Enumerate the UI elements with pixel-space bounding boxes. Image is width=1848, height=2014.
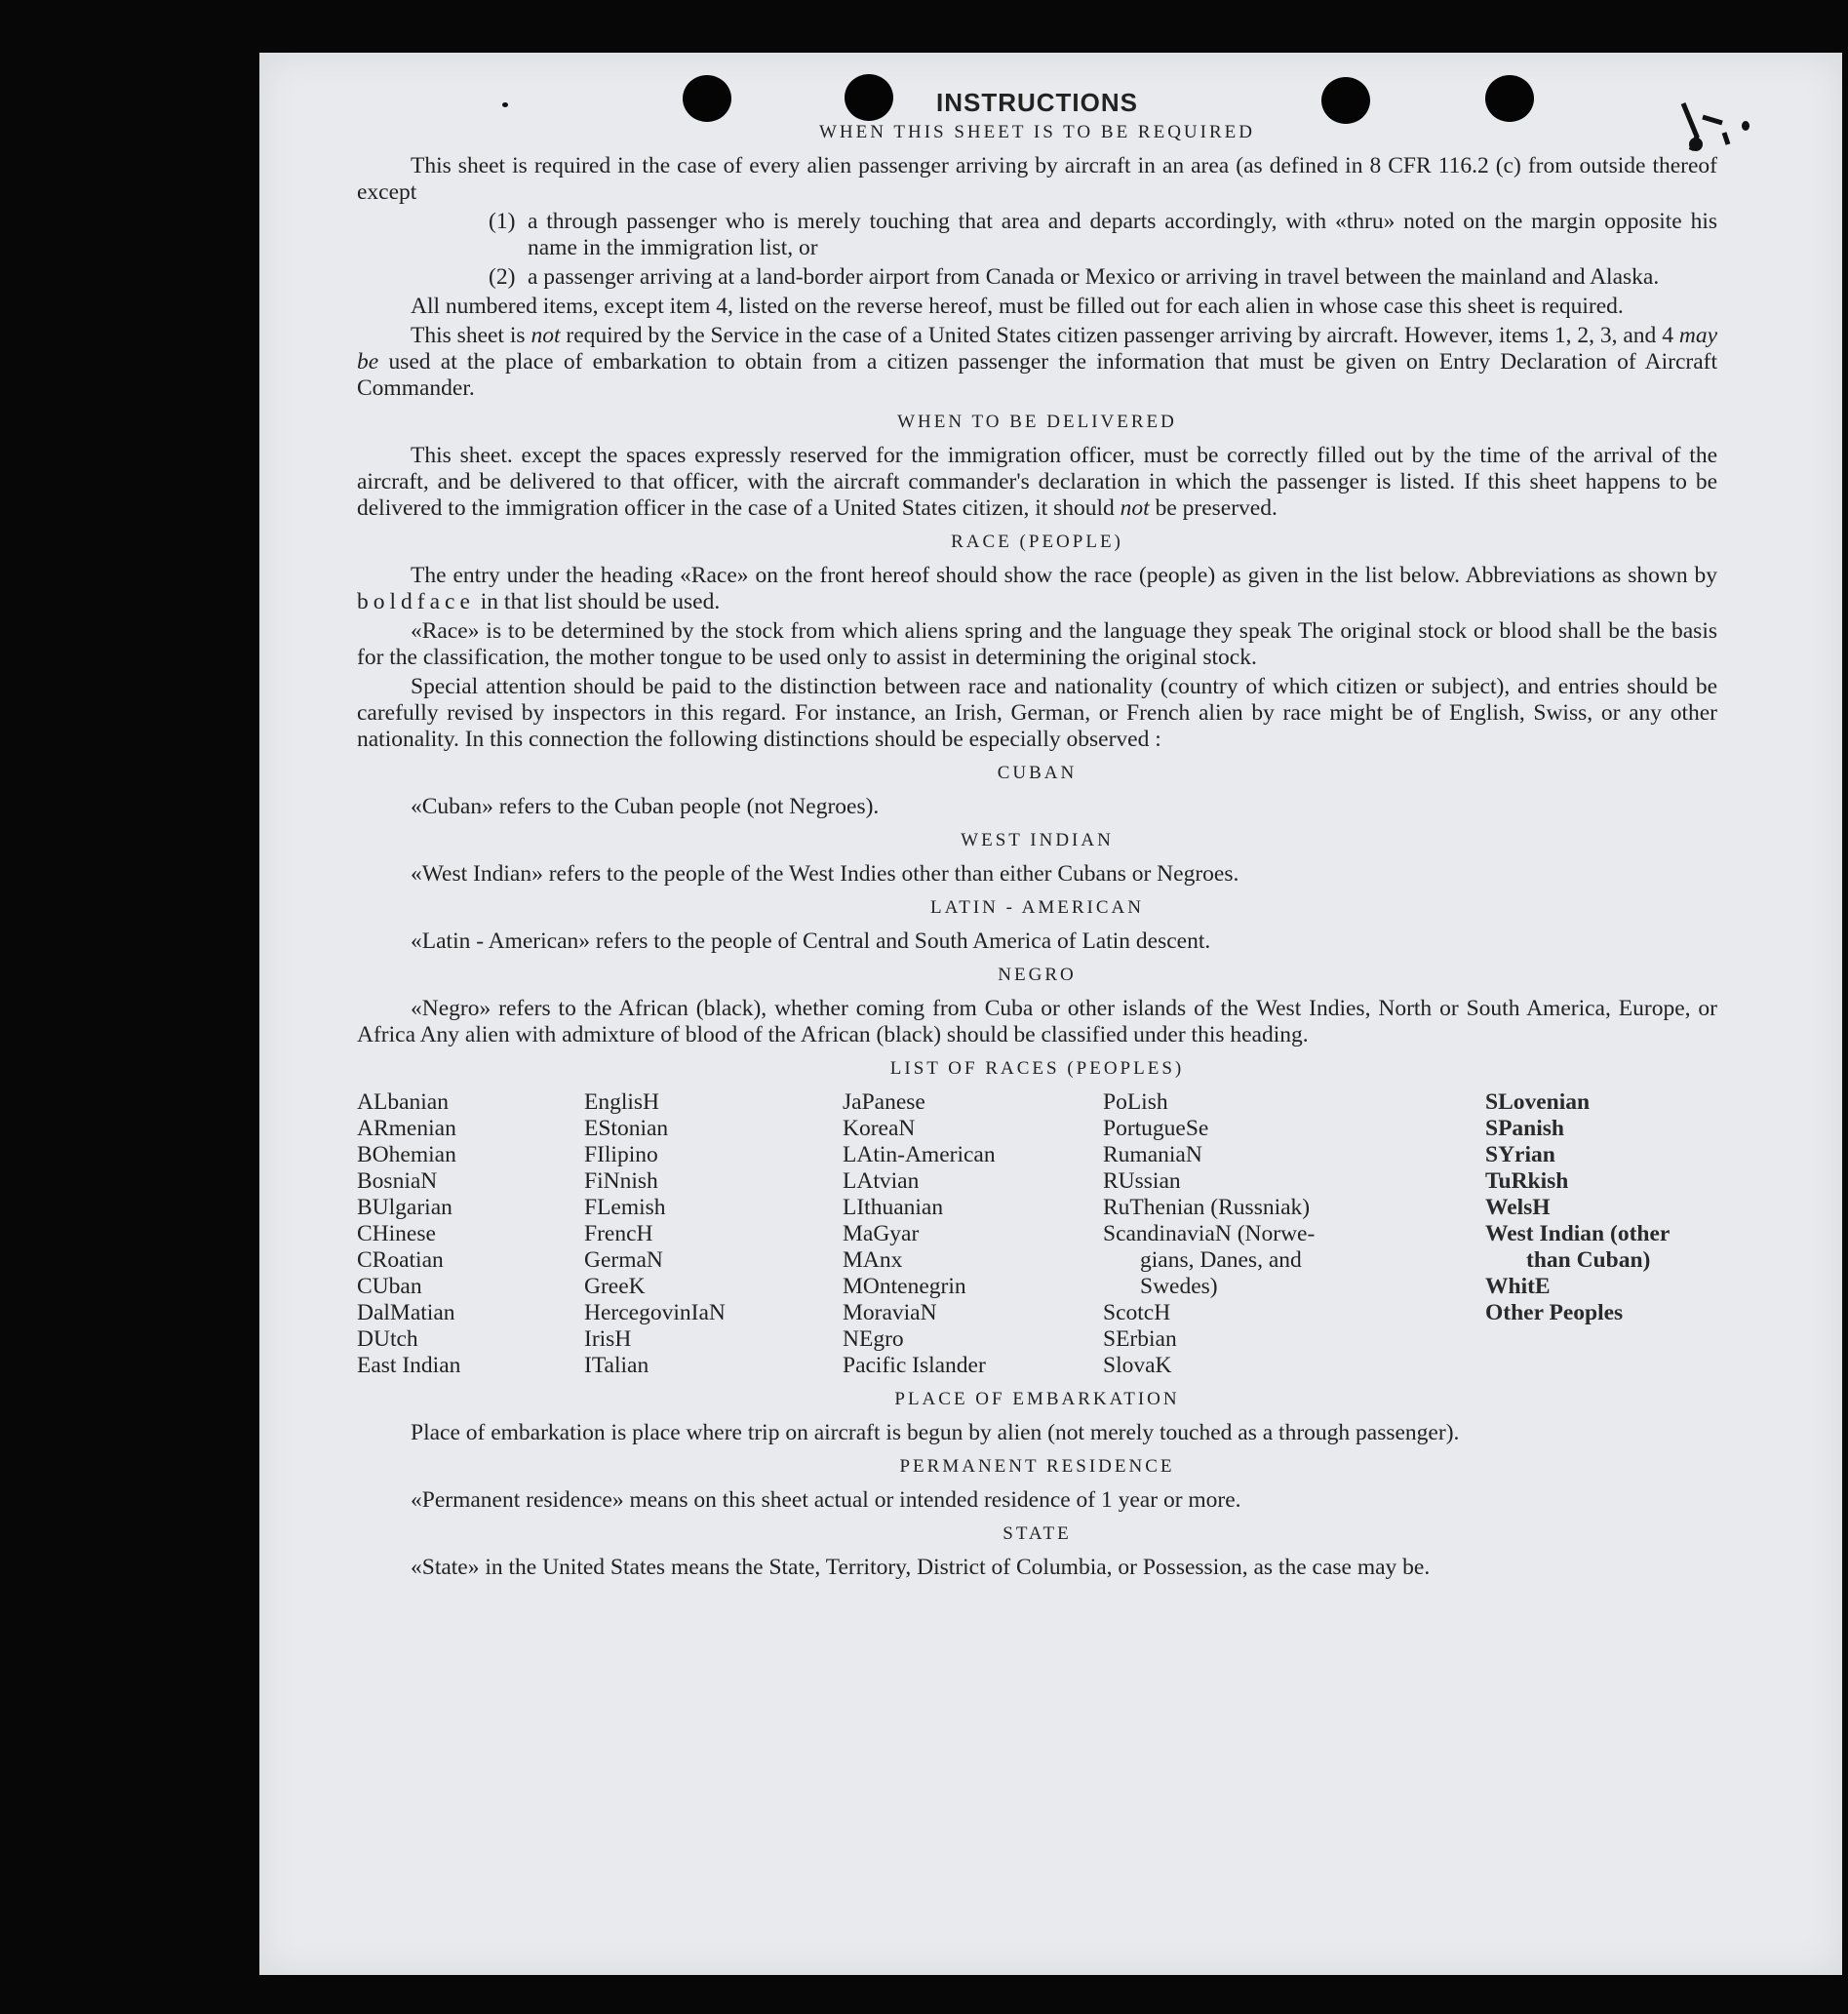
race-entry: DalMatian [357,1300,455,1325]
state-text: «State» in the United States means the State, Territory, District of Columbia, or Possession, as the case may be. [411,1555,1431,1580]
race-para-1 [357,563,1717,615]
west-indian-text: «West Indian» refers to the people of the West Indies other than either Cubans or Negroes. [411,861,1239,887]
text-segment: used at the place of embarkation to obtain from a citizen passenger the information that must be given on Entry Declaration of Aircraft Commander. [357,349,1717,401]
race-entry: East Indian [357,1353,461,1378]
races-column [843,1089,1103,1379]
race-entry: HercegovinIaN [584,1300,726,1325]
race-entry: LAtin-American [843,1142,996,1167]
races-column [1103,1089,1485,1379]
race-entry: ARmenian [357,1116,456,1141]
race-entry: WhitE [1485,1274,1551,1299]
delivered-text [357,443,1717,522]
race-entry: ScandinaviaN (Norwe- [1103,1221,1316,1246]
text-segment: The entry under the heading «Race» on the front hereof should show the race (people) as given in the list below. Abbreviations as shown by [411,563,1717,588]
race-entry: MOntenegrin [843,1274,966,1299]
heading-latin-american: LATIN - AMERICAN [930,897,1144,918]
race-entry: MAnx [843,1247,903,1273]
text-segment: This sheet is [411,323,526,348]
races-column [1485,1089,1717,1379]
race-para-3: Special attention should be paid to the distinction between race and nationality (country of which citizen or subject), and entries should be carefully revised by inspectors in this regard. For instance, an Irish, German, or French alien by race might be of English, Swiss, or any other nationality. In this connection the following distinctions should be especially observed : [357,674,1717,752]
race-entry: NEgro [843,1326,904,1352]
heading-state: STATE [1003,1523,1072,1544]
race-entry: FIlipino [584,1142,658,1167]
emphasis-not: not [1120,495,1150,521]
race-entry: ScotcH [1103,1300,1171,1325]
list-item [489,264,1717,291]
race-entry: IrisH [584,1326,632,1352]
required-para-citizen [357,323,1717,402]
race-entry: EStonian [584,1116,669,1141]
race-entry: BUlgarian [357,1195,452,1220]
race-entry: CHinese [357,1221,436,1246]
heading-race: RACE (PEOPLE) [951,532,1123,552]
race-entry: Pacific Islander [843,1353,986,1378]
races-column [357,1089,584,1379]
race-entry: SlovaK [1103,1353,1172,1378]
race-entry: RumaniaN [1103,1142,1202,1167]
races-column [584,1089,843,1379]
race-entry: CUban [357,1274,422,1299]
instruction-sheet [259,53,1842,1975]
race-entry: LIthuanian [843,1195,944,1220]
heading-list-of-races: LIST OF RACES (PEOPLES) [889,1058,1185,1079]
race-entry: Other Peoples [1485,1300,1624,1325]
list-number: (1) [489,209,516,234]
race-entry: CRoatian [357,1247,444,1273]
race-entry: RuThenian (Russniak) [1103,1195,1311,1220]
heading-negro: NEGRO [998,965,1077,985]
heading-west-indian: WEST INDIAN [961,830,1114,850]
race-entry: ALbanian [357,1089,449,1115]
race-entry: RUssian [1103,1168,1181,1194]
race-entry: PortugueSe [1103,1116,1209,1141]
required-para-items: All numbered items, except item 4, listed on the reverse hereof, must be filled out for each alien in whose case this sheet is required. [411,294,1624,319]
heading-permanent-residence: PERMANENT RESIDENCE [899,1456,1175,1477]
race-entry: Swedes) [1140,1274,1218,1299]
heading-embarkation: PLACE OF EMBARKATION [894,1389,1180,1409]
emphasis-may-be: may be [357,323,1718,375]
race-entry: FLemish [584,1195,666,1220]
race-para-2: «Race» is to be determined by the stock from which aliens spring and the language they speak The original stock or blood shall be the basis for the classification, the mother tongue to be used only to assist in determining the original stock. [357,618,1717,670]
text-segment: required by the Service in the case of a United States citizen passenger arriving by aircraft. However, items 1, 2, 3, and 4 [566,323,1673,348]
race-entry: WelsH [1485,1195,1551,1220]
race-entry: DUtch [357,1326,418,1352]
list-item [489,209,1717,261]
race-entry: ITalian [584,1353,649,1378]
race-entry: MoraviaN [843,1300,937,1325]
required-intro: This sheet is required in the case of every alien passenger arriving by aircraft in an area (as defined in 8 CFR 116.2 (c) from outside thereof except [357,153,1717,205]
text-segment: in that list should be used. [480,589,721,614]
race-entry: GreeK [584,1274,646,1299]
latin-american-text: «Latin - American» refers to the people of Central and South America of Latin descent. [411,928,1211,954]
race-entry: than Cuban) [1526,1247,1651,1273]
race-entry: MaGyar [843,1221,920,1246]
sheet-content [357,86,1717,1584]
race-entry: GermaN [584,1247,663,1273]
heading-required: WHEN THIS SHEET IS TO BE REQUIRED [819,122,1255,142]
list-number: (2) [489,264,516,290]
race-entry: JaPanese [843,1089,925,1115]
race-entry: EnglisH [584,1089,660,1115]
text-segment: This sheet. except the spaces expressly reserved for the immigration officer, must be correctly filled out by the time of the arrival of the aircraft, and be delivered to that officer, with the aircraft commander's declaration in which the passenger is listed. If this sheet happens to be delivered to the immigration officer in the case of a United States citizen, it should [357,443,1717,521]
race-entry: SYrian [1485,1142,1555,1167]
list-text: a through passenger who is merely touching that area and departs accordingly, with «thru» noted on the margin opposite his name in the immigration list, or [528,209,1717,260]
negro-text: «Negro» refers to the African (black), whether coming from Cuba or other islands of the West Indies, North or South America, Europe, or Africa Any alien with admixture of blood of the African (black) should be classified under this heading. [357,996,1717,1047]
race-entry: PoLish [1103,1089,1168,1115]
cuban-text: «Cuban» refers to the Cuban people (not Negroes). [411,794,880,819]
race-entry: FiNnish [584,1168,658,1194]
heading-cuban: CUBAN [997,763,1078,783]
embarkation-text: Place of embarkation is place where trip on aircraft is begun by alien (not merely touched as a through passenger). [411,1420,1460,1445]
residence-text: «Permanent residence» means on this sheet actual or intended residence of 1 year or more. [411,1487,1241,1513]
race-entry: KoreaN [843,1116,916,1141]
race-entry: BOhemian [357,1142,456,1167]
race-entry: TuRkish [1485,1168,1569,1194]
text-segment: be preserved. [1155,495,1278,521]
race-entry: FrencH [584,1221,653,1246]
page-title: INSTRUCTIONS [936,88,1138,117]
race-entry: BosniaN [357,1168,438,1194]
race-entry: gians, Danes, and [1140,1247,1302,1273]
race-entry: West Indian (other [1485,1221,1671,1246]
race-entry: SLovenian [1485,1089,1591,1115]
heading-delivered: WHEN TO BE DELIVERED [897,412,1177,432]
race-entry: SErbian [1103,1326,1177,1352]
boldface-word: boldface [357,589,475,614]
races-list [357,1089,1717,1379]
emphasis-not: not [531,323,561,348]
race-entry: SPanish [1485,1116,1564,1141]
race-entry: LAtvian [843,1168,920,1194]
list-text: a passenger arriving at a land-border airport from Canada or Mexico or arriving in travel between the mainland and Alaska. [528,264,1660,290]
